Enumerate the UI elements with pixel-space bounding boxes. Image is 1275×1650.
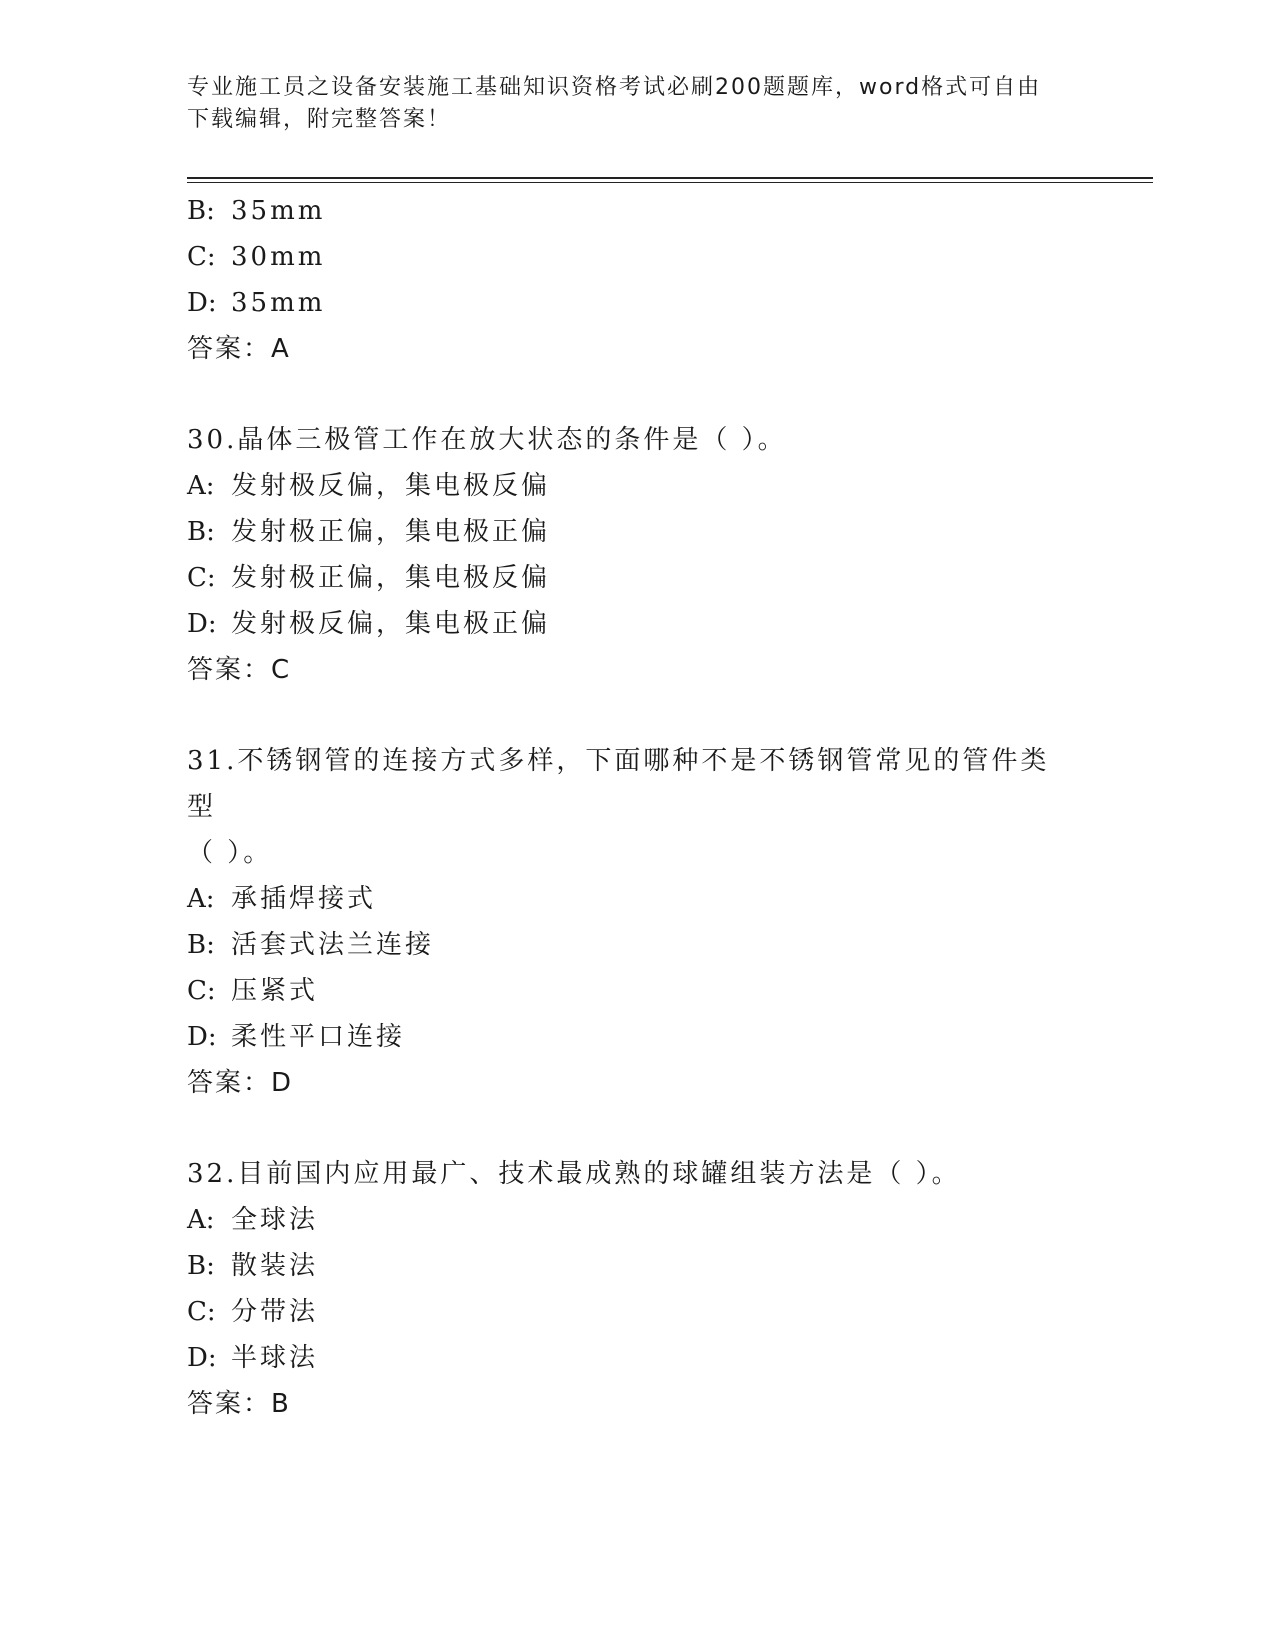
header-rule-thin (187, 182, 1153, 183)
answer-line: 答案：D (187, 1068, 294, 1098)
answer-line: 答案：B (187, 1389, 291, 1419)
option-d: D: 半球法 (187, 1343, 319, 1373)
answer-line: 答案：C (187, 655, 292, 685)
option-b: B: 发射极正偏，集电极正偏 (187, 517, 551, 547)
option-b: B: 35mm (187, 196, 326, 226)
option-c: C: 分带法 (187, 1297, 319, 1327)
question-title: 30.晶体三极管工作在放大状态的条件是（ ）。 (187, 425, 787, 455)
option-b: B: 活套式法兰连接 (187, 930, 435, 960)
header-line-1: 专业施工员之设备安装施工基础知识资格考试必刷200题题库，word格式可自由 (187, 75, 1042, 100)
question-title-continued: （ ）。 (187, 838, 273, 868)
option-d: D: 柔性平口连接 (187, 1022, 406, 1052)
answer-line: 答案：A (187, 334, 291, 364)
option-c: C: 压紧式 (187, 976, 319, 1006)
option-c: C: 发射极正偏，集电极反偏 (187, 563, 551, 593)
document-header (187, 72, 1077, 136)
option-c: C: 30mm (187, 242, 326, 272)
header-rule-thick (187, 177, 1153, 179)
option-d: D: 35mm (187, 288, 326, 318)
option-a: A: 发射极反偏，集电极反偏 (187, 471, 551, 501)
partial-question (187, 188, 1087, 372)
question-content (187, 188, 1087, 1427)
spacer (187, 372, 1087, 417)
spacer (187, 1106, 1087, 1151)
header-line-2: 下载编辑，附完整答案！ (187, 107, 452, 132)
option-b: B: 散装法 (187, 1251, 319, 1281)
question-32 (187, 1151, 1087, 1427)
question-31 (187, 738, 1087, 1106)
option-d: D: 发射极反偏，集电极正偏 (187, 609, 551, 639)
question-30 (187, 417, 1087, 693)
option-a: A: 全球法 (187, 1205, 319, 1235)
spacer (187, 693, 1087, 738)
option-a: A: 承插焊接式 (187, 884, 377, 914)
question-title: 32.目前国内应用最广、技术最成熟的球罐组装方法是（ ）。 (187, 1159, 961, 1189)
question-title: 31.不锈钢管的连接方式多样，下面哪种不是不锈钢管常见的管件类型 (187, 746, 1050, 822)
